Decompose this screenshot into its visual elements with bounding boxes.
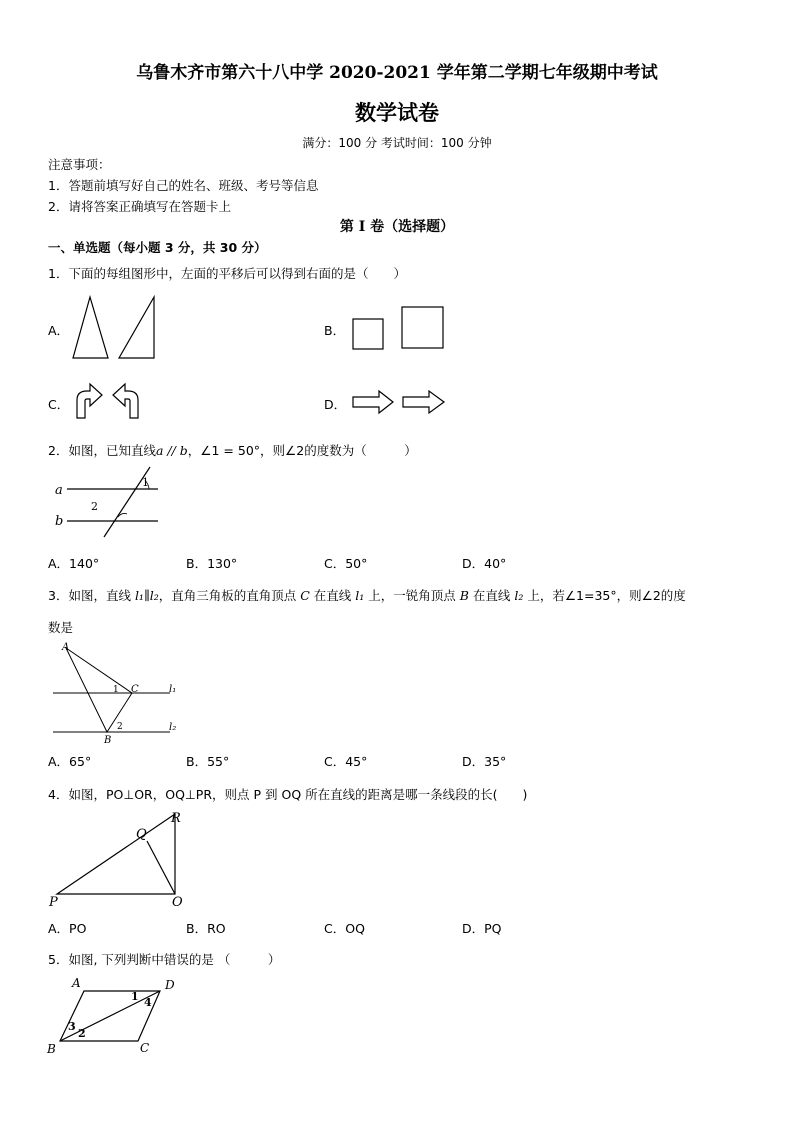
- label-angle-1: 1: [113, 685, 119, 695]
- q4-option-a: A．PO: [48, 921, 87, 936]
- q2-option-a: A．140°: [48, 556, 100, 571]
- label-angle-1: 1: [131, 990, 139, 1003]
- notes-heading: 注意事项：: [48, 157, 111, 172]
- q1-option-a: A．: [48, 323, 70, 338]
- right-arrow-icon: [403, 391, 444, 413]
- label-angle-2: 2: [117, 722, 123, 732]
- q3-stem-text: 在直线: [468, 588, 515, 603]
- q4-option-b: B．RO: [186, 921, 226, 936]
- q3-stem-text: 在直线: [309, 588, 356, 603]
- triangle-shape: [73, 297, 108, 358]
- triangle-abc: [66, 648, 132, 732]
- q2-stem-text: 2．如图，已知直线: [48, 443, 156, 458]
- q4-figure: [45, 808, 195, 910]
- exam-meta: 满分：100 分 考试时间：100 分钟: [302, 136, 492, 150]
- label-O: O: [172, 895, 183, 910]
- label-B: B: [47, 1042, 56, 1056]
- label-B: B: [104, 735, 112, 746]
- q2-stem-math: a // b: [155, 443, 188, 458]
- q4-option-c: C．OQ: [324, 921, 365, 936]
- section-title: 第 I 卷（选择题）: [339, 219, 455, 235]
- exam-subtitle: 数学试卷: [355, 100, 439, 125]
- label-l1: l₁: [169, 684, 177, 695]
- label-R: R: [171, 811, 181, 826]
- q2-option-b: B．130°: [186, 556, 238, 571]
- q3-stem-text-end: 上，若∠1=35°，则∠2的度: [523, 588, 686, 603]
- right-turn-arrow-icon: [77, 384, 102, 418]
- label-D: D: [165, 978, 175, 992]
- label-b: b: [55, 514, 64, 529]
- q3-option-c: C．45°: [324, 754, 368, 769]
- label-angle-3: 3: [68, 1020, 76, 1033]
- q3-stem-math: l₂: [514, 588, 524, 603]
- left-turn-arrow-icon: [113, 384, 138, 418]
- note-item-1: 1．答题前填写好自己的姓名、班级、考号等信息: [48, 178, 319, 193]
- label-angle-1: 1: [142, 476, 149, 489]
- label-A: A: [72, 976, 81, 990]
- q1-option-a-figure: [70, 295, 160, 361]
- q2-option-c: C．50°: [324, 556, 368, 571]
- q1-option-d: D．: [324, 397, 347, 412]
- q1-option-c: C．: [48, 397, 70, 412]
- question-3-stem-line2: 数是: [48, 620, 74, 635]
- question-2-stem: [48, 441, 417, 459]
- triangle-por: [57, 814, 175, 894]
- question-4-stem: 4．如图，PO⊥OR，OQ⊥PR，则点 P 到 OQ 所在直线的距离是哪一条线段的长( ): [48, 787, 528, 802]
- q3-option-b: B．55°: [186, 754, 230, 769]
- q1-option-b: B．: [324, 323, 346, 338]
- label-A: A: [62, 642, 70, 653]
- q3-stem-math: l₁∥l₂: [134, 588, 159, 603]
- note-item-2: 2．请将答案正确填写在答题卡上: [48, 199, 231, 214]
- q4-option-d: D．PQ: [462, 921, 502, 936]
- label-C: C: [131, 684, 139, 695]
- question-1-stem: 1．下面的每组图形中，左面的平移后可以得到右面的是（ ）: [48, 266, 406, 281]
- q3-option-a: A．65°: [48, 754, 92, 769]
- q3-option-d: D．35°: [462, 754, 507, 769]
- q3-stem-text: 3．如图，直线: [48, 588, 135, 603]
- label-a: a: [55, 483, 63, 498]
- label-P: P: [49, 895, 58, 910]
- part-title: 一、单选题（每小题 3 分，共 30 分）: [48, 240, 267, 255]
- q1-option-d-figure: [350, 390, 450, 416]
- q1-option-c-figure: [70, 380, 150, 422]
- q3-stem-text: 上，一锐角顶点: [364, 588, 460, 603]
- question-5-stem: 5．如图, 下列判断中错误的是 （ ）: [48, 952, 281, 967]
- label-angle-4: 4: [144, 996, 152, 1009]
- q2-figure: [50, 465, 170, 535]
- question-3-stem: [48, 586, 686, 604]
- label-Q: Q: [136, 827, 147, 842]
- q3-stem-text: ，直角三角板的直角顶点: [158, 588, 301, 603]
- q3-stem-math: B: [459, 588, 469, 603]
- large-square-shape: [402, 307, 443, 348]
- segment-oq: [147, 841, 175, 894]
- label-angle-2: 2: [78, 1027, 86, 1040]
- label-C: C: [140, 1041, 150, 1055]
- small-square-shape: [353, 319, 383, 349]
- exam-title: 乌鲁木齐市第六十八中学 2020-2021 学年第二学期七年级期中考试: [136, 63, 658, 83]
- q3-figure: [50, 640, 185, 748]
- right-arrow-icon: [353, 391, 393, 413]
- q5-figure: [44, 975, 184, 1055]
- q2-stem-text-end: ，∠1 = 50°，则∠2的度数为（ ）: [187, 443, 417, 458]
- q1-option-b-figure: [350, 305, 450, 355]
- label-angle-2: 2: [91, 500, 98, 513]
- q3-stem-math: C: [300, 588, 310, 603]
- q3-stem-math: l₁: [355, 588, 365, 603]
- q2-option-d: D．40°: [462, 556, 507, 571]
- triangle-shape: [119, 297, 154, 358]
- label-l2: l₂: [169, 722, 177, 733]
